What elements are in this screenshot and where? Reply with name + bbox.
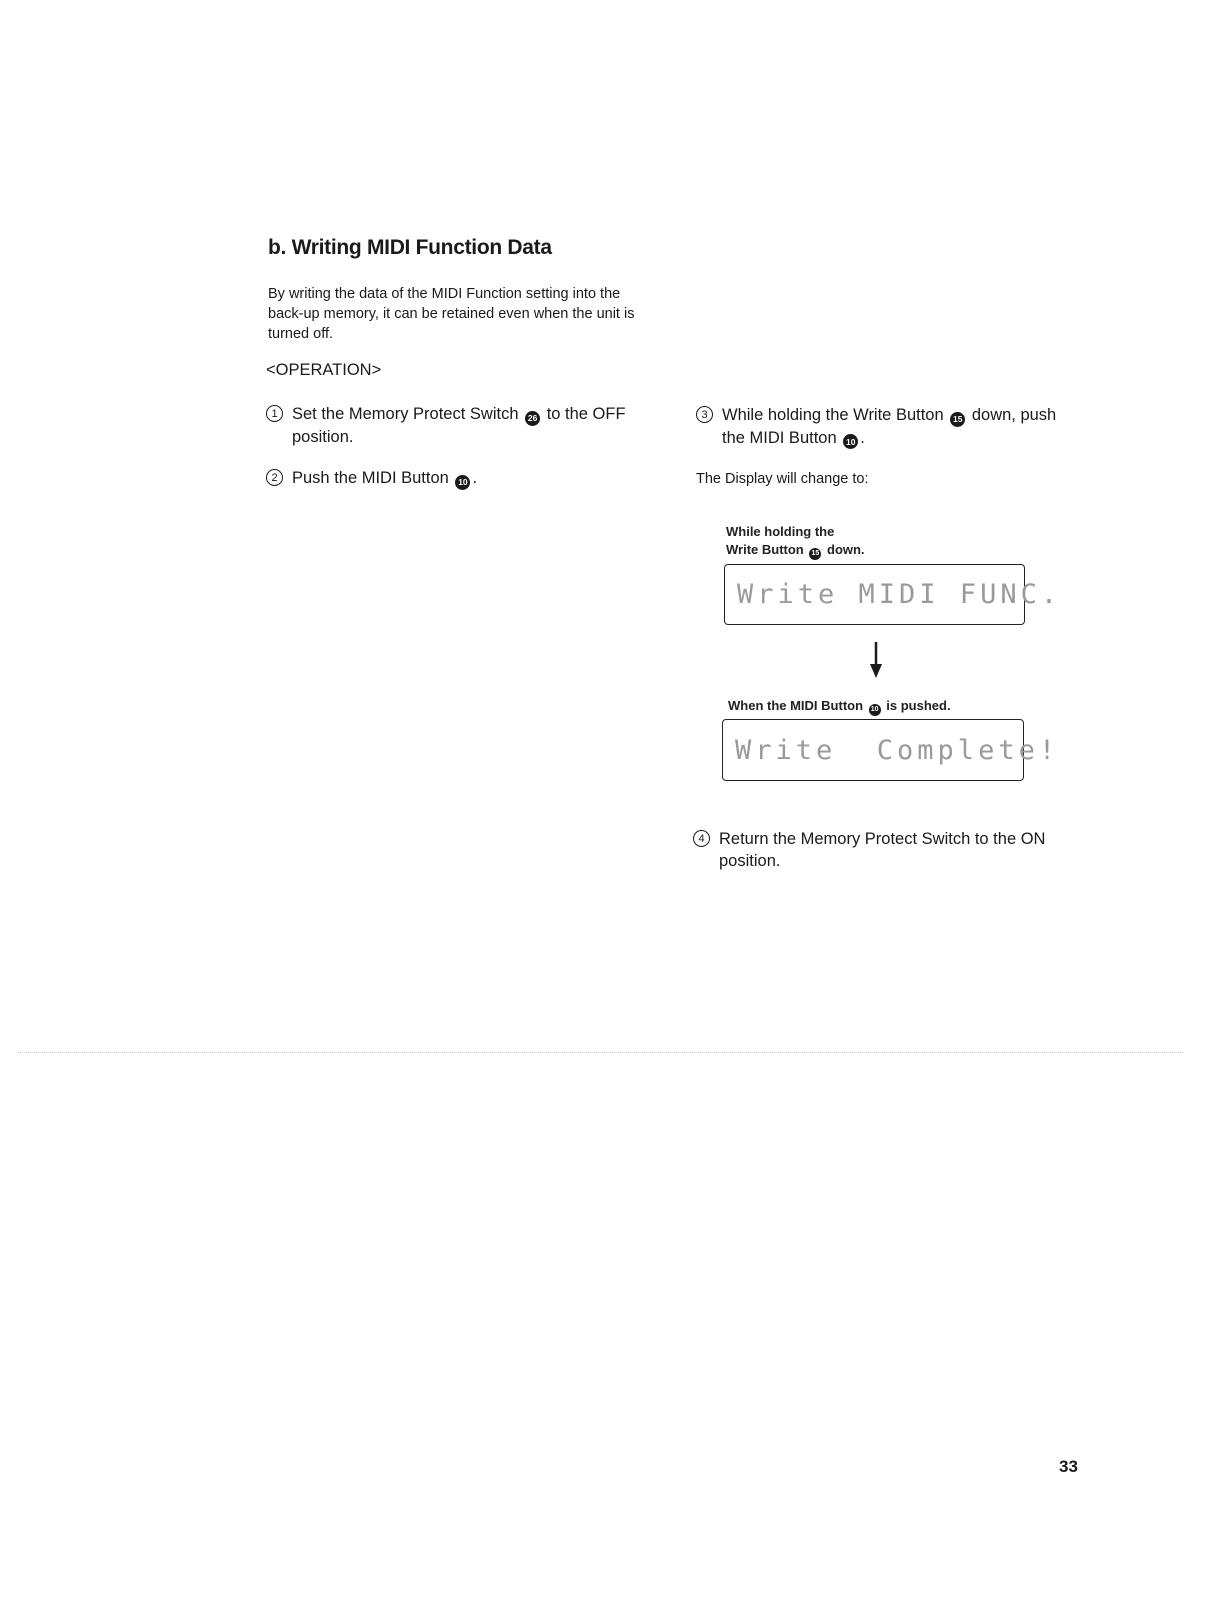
ref-marker-icon: 15 (950, 412, 965, 427)
display-1-caption (726, 523, 865, 560)
ref-marker-icon: 15 (809, 548, 821, 560)
step-number: 2 (266, 469, 283, 486)
ref-marker-icon: 10 (869, 704, 881, 716)
step-text-post: . (472, 469, 478, 487)
step-text (292, 467, 477, 490)
step-text-pre: While holding the Write Button (722, 406, 944, 424)
step-text-pre: Push the MIDI Button (292, 469, 449, 487)
lcd-display-2 (722, 719, 1060, 781)
ref-marker-icon: 26 (525, 411, 540, 426)
step-text-pre: Set the Memory Protect Switch (292, 405, 519, 423)
step-text: Return the Memory Protect Switch to the ON position. (719, 830, 1046, 870)
caption-text: is pushed. (886, 698, 951, 713)
step-number: 1 (266, 405, 283, 422)
step-2 (266, 467, 636, 490)
step-text (292, 403, 636, 448)
operation-label: <OPERATION> (266, 361, 382, 379)
step-text-post: . (860, 428, 865, 447)
lcd-text: Write MIDI FUNC. (737, 579, 1062, 610)
lcd-text: Write Complete! (735, 734, 1060, 766)
display-2-caption (728, 697, 951, 716)
step-text-mid: down, push the MIDI Button (722, 406, 1057, 447)
page-number: 33 (1059, 1457, 1078, 1476)
display-note: The Display will change to: (696, 471, 869, 487)
step-3 (696, 404, 1068, 449)
step-4 (693, 828, 1065, 872)
ref-marker-icon: 10 (843, 434, 858, 449)
lcd-display-1 (724, 564, 1062, 625)
down-arrow-icon (866, 642, 886, 680)
caption-text: Write Button (726, 542, 804, 557)
step-number: 3 (696, 406, 713, 423)
caption-line (726, 541, 865, 560)
step-text (722, 404, 1068, 449)
caption-text: down. (827, 542, 865, 557)
step-text-post: to the OFF position. (292, 405, 626, 446)
caption-line: While holding the (726, 524, 835, 539)
intro-paragraph: By writing the data of the MIDI Function setting into the back-up memory, it can be retained even when the unit is turned off. (268, 286, 635, 342)
ref-marker-icon: 10 (455, 475, 470, 490)
caption-text: When the MIDI Button (728, 698, 864, 713)
step-1 (266, 403, 636, 448)
dotted-divider (18, 1052, 1183, 1053)
section-title: b. Writing MIDI Function Data (268, 236, 552, 259)
step-number: 4 (693, 830, 710, 847)
